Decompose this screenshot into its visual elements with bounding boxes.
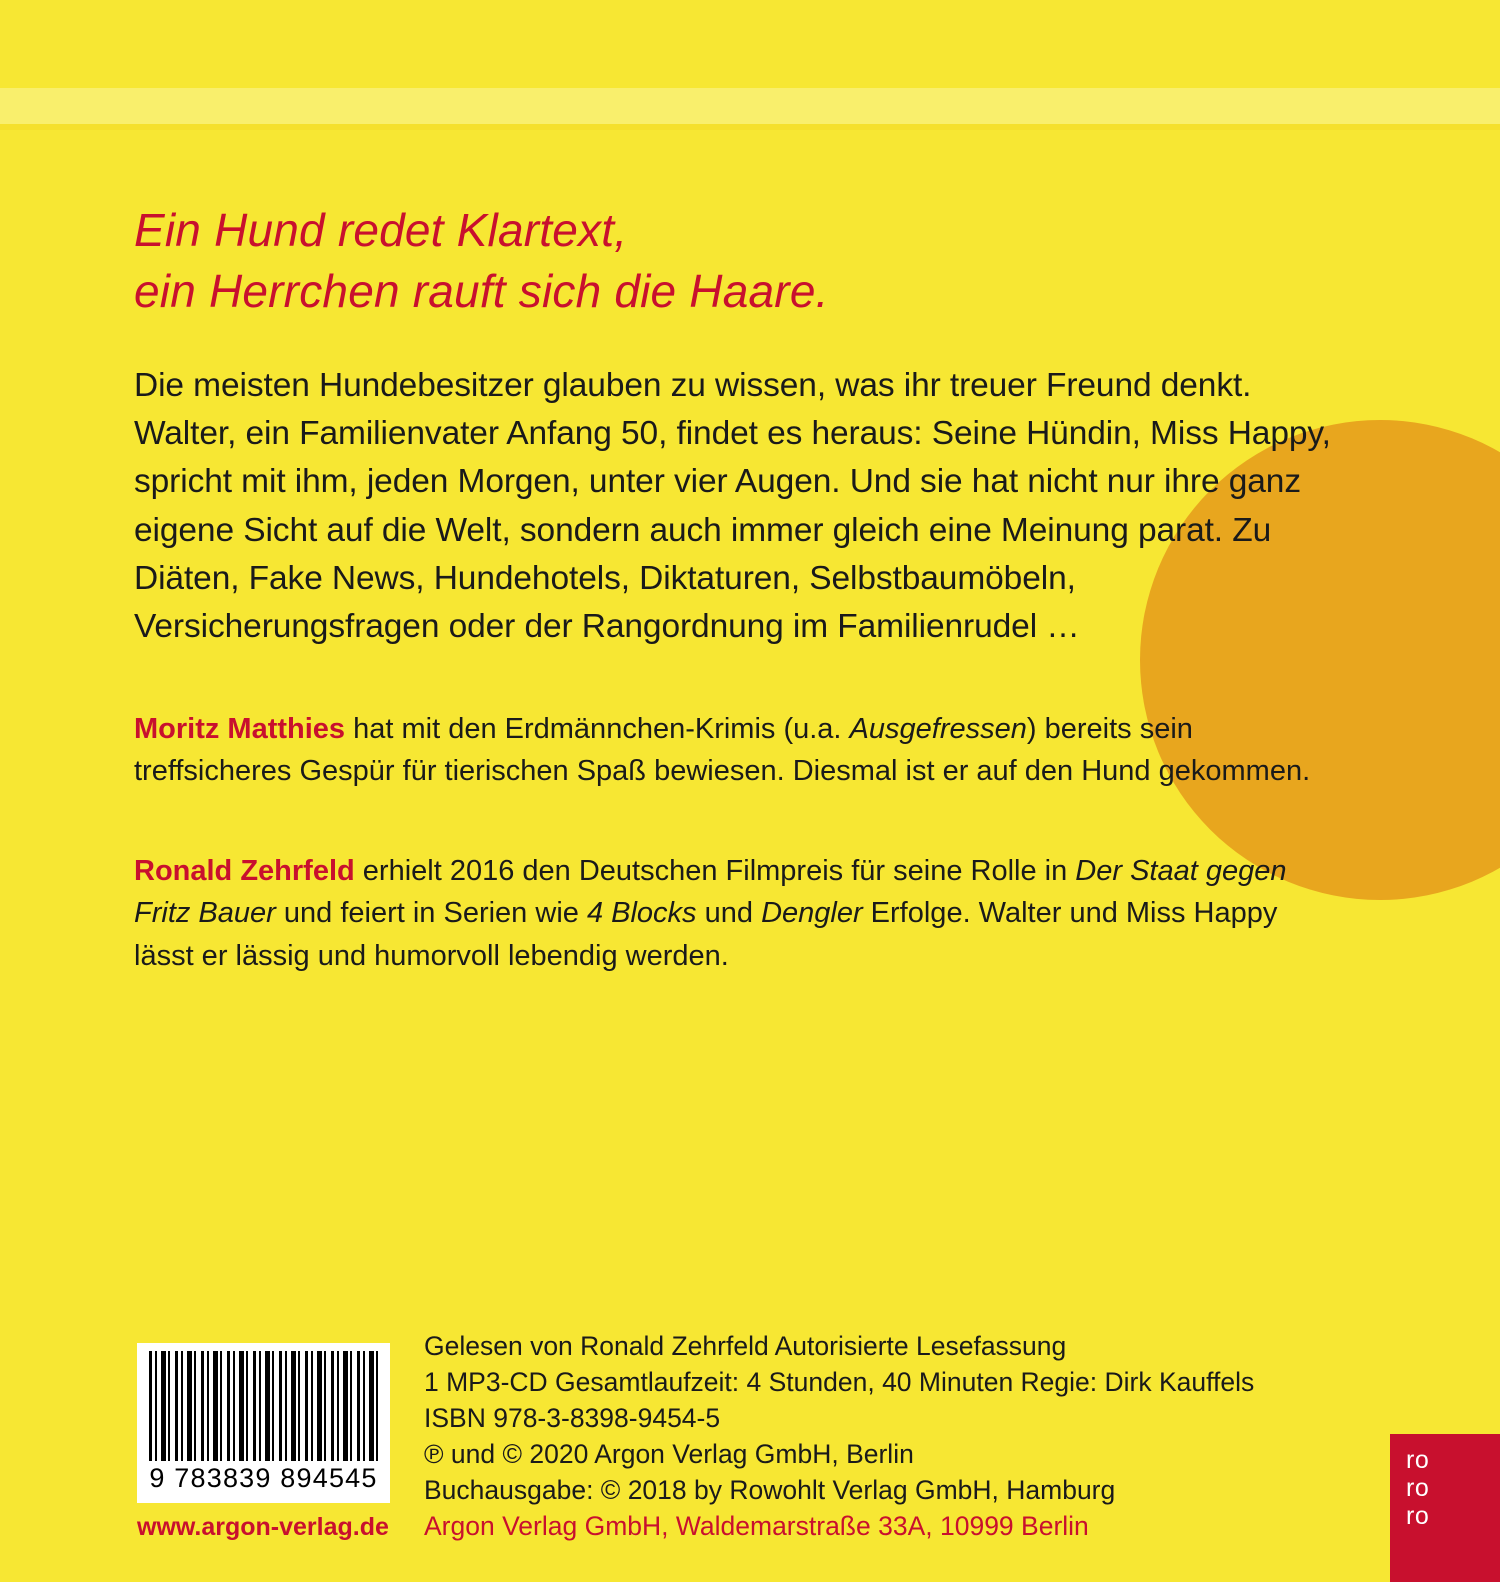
headline bbox=[134, 200, 1314, 322]
narrator-bio-part-1: erhielt 2016 den Deutschen Filmpreis für seine Rolle in bbox=[354, 855, 1076, 887]
author-bio bbox=[134, 708, 1319, 793]
barcode-bars bbox=[149, 1351, 379, 1461]
barcode bbox=[137, 1343, 390, 1503]
colophon-line-6: Argon Verlag GmbH, Waldemarstraße 33A, 10999 Berlin bbox=[424, 1511, 1089, 1542]
rororo-logo: ro ro ro bbox=[1390, 1434, 1500, 1582]
narrator-bio-title-3: Dengler bbox=[761, 897, 863, 930]
narrator-bio-title-2: 4 Blocks bbox=[586, 897, 697, 930]
blurb-text: Die meisten Hundebesitzer glauben zu wissen, was ihr treuer Freund denkt. Walter, ein Familienvater Anfang 50, findet es heraus: Seine Hündin, Miss Happy, spricht mit ihm, jeden Morgen, unter vier Augen. Und sie hat nicht nur ihre ganz eigene Sicht auf die Welt, sondern auch immer gleich eine Meinung parat. Zu Diäten, Fake News, Hundehotels, Diktaturen, Selbstbaumöbeln, Versicherungsfragen oder der Rangordnung im Familienrudel … bbox=[134, 367, 1331, 646]
headline-line-1: Ein Hund redet Klartext, bbox=[134, 204, 628, 256]
publisher-url[interactable]: www.argon-verlag.de bbox=[137, 1513, 389, 1541]
narrator-bio-part-4: Erfolge. Walter und Miss Happy lässt er lässig und humorvoll lebendig werden. bbox=[134, 897, 1278, 972]
narrator-bio-title-1: Der Staat gegen Fritz Bauer bbox=[134, 855, 1287, 930]
headline-line-2: ein Herrchen rauft sich die Haare. bbox=[134, 265, 829, 318]
colophon-line-4: ℗ und © 2020 Argon Verlag GmbH, Berlin bbox=[424, 1439, 914, 1470]
colophon-line-2: 1 MP3-CD Gesamtlaufzeit: 4 Stunden, 40 Minuten Regie: Dirk Kauffels bbox=[424, 1367, 1255, 1398]
author-bio-text-after: ) bereits sein treffsicheres Gespür für tierischen Spaß bewiesen. Diesmal ist er auf den Hund gekommen. bbox=[134, 713, 1311, 788]
author-bio-title: Ausgefressen bbox=[849, 713, 1027, 745]
colophon bbox=[424, 1328, 1324, 1544]
author-name: Moritz Matthies bbox=[134, 713, 346, 745]
narrator-bio bbox=[134, 850, 1309, 977]
author-bio-text-before: hat mit den Erdmännchen-Krimis (u.a. bbox=[345, 713, 850, 745]
narrator-name: Ronald Zehrfeld bbox=[134, 855, 355, 887]
narrator-bio-part-2: und feiert in Serien wie bbox=[275, 897, 587, 930]
colophon-line-5: Buchausgabe: © 2018 by Rowohlt Verlag GmbH, Hamburg bbox=[424, 1475, 1116, 1506]
narrator-bio-part-3: und bbox=[696, 897, 762, 930]
barcode-number: 9 783839 894545 bbox=[149, 1463, 378, 1493]
colophon-line-3: ISBN 978-3-8398-9454-5 bbox=[424, 1403, 721, 1434]
colophon-line-1: Gelesen von Ronald Zehrfeld Autorisierte Lesefassung bbox=[424, 1331, 1067, 1361]
